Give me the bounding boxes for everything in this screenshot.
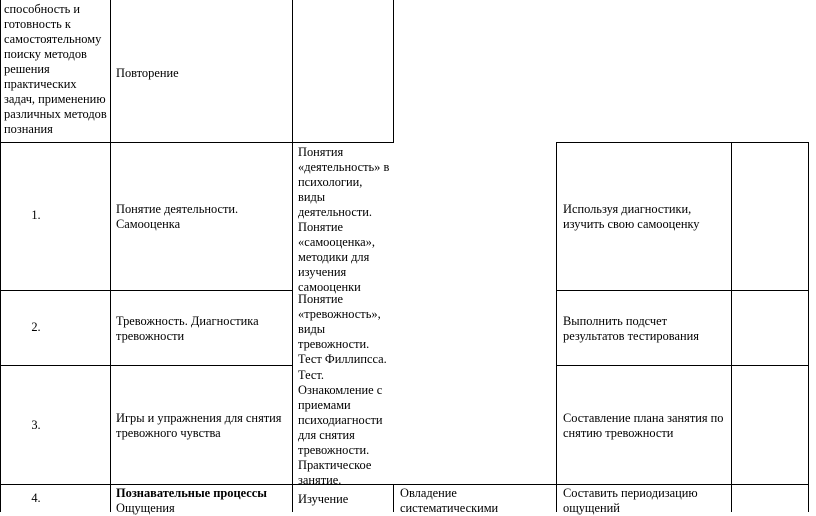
table-cell: Понятие деятельности. Самооценка xyxy=(116,202,239,231)
cell-text: Ощущения xyxy=(116,501,175,515)
grid-line xyxy=(731,142,732,512)
table-cell: Составить периодизацию ощущений xyxy=(563,486,698,515)
table-cell: способность и готовность к самостоятельному поиску методов решения практических задач, применению различных методов познания xyxy=(4,2,107,136)
grid-line xyxy=(556,290,809,291)
grid-line xyxy=(0,290,293,291)
grid-line xyxy=(556,142,557,512)
table-cell: Тревожность. Диагностика тревожности xyxy=(116,314,259,343)
grid-line xyxy=(292,0,293,512)
table-cell: Тест. Ознакомление с приемами психодиагности для снятия тревожности. Практическое занятие. xyxy=(298,368,383,487)
grid-line xyxy=(0,365,293,366)
row-number: 3. xyxy=(31,418,41,432)
row-number: 2. xyxy=(31,320,41,334)
grid-line xyxy=(0,484,809,485)
table-cell: Овладение систематическими xyxy=(400,486,499,515)
grid-line xyxy=(0,142,394,143)
table-cell: Понятия «деятельность» в психологии, виды деятельности. Понятие «самооценка», методики для изучения самооценки xyxy=(298,145,390,294)
table-cell: Понятие «тревожность», виды тревожности. Тест Филлипсса. xyxy=(298,292,387,366)
grid-line xyxy=(556,365,809,366)
table-cell: Игры и упражнения для снятия тревожного чувства xyxy=(116,411,282,440)
grid-line xyxy=(393,484,394,512)
grid-line xyxy=(393,0,394,142)
row-number: 1. xyxy=(31,208,41,222)
section-heading: Познавательные процессы xyxy=(116,486,267,500)
table-cell: Выполнить подсчет результатов тестирования xyxy=(563,314,699,343)
table-cell: Повторение xyxy=(116,66,179,80)
grid-line xyxy=(808,142,809,512)
table-cell: Используя диагностики, изучить свою самооценку xyxy=(563,202,700,231)
table-cell: Составление плана занятия по снятию тревожности xyxy=(563,411,724,440)
grid-line xyxy=(556,142,809,143)
grid-line xyxy=(110,0,111,512)
table-cell: Изучение xyxy=(298,492,349,506)
row-number: 4. xyxy=(31,491,41,505)
grid-line xyxy=(0,0,1,512)
